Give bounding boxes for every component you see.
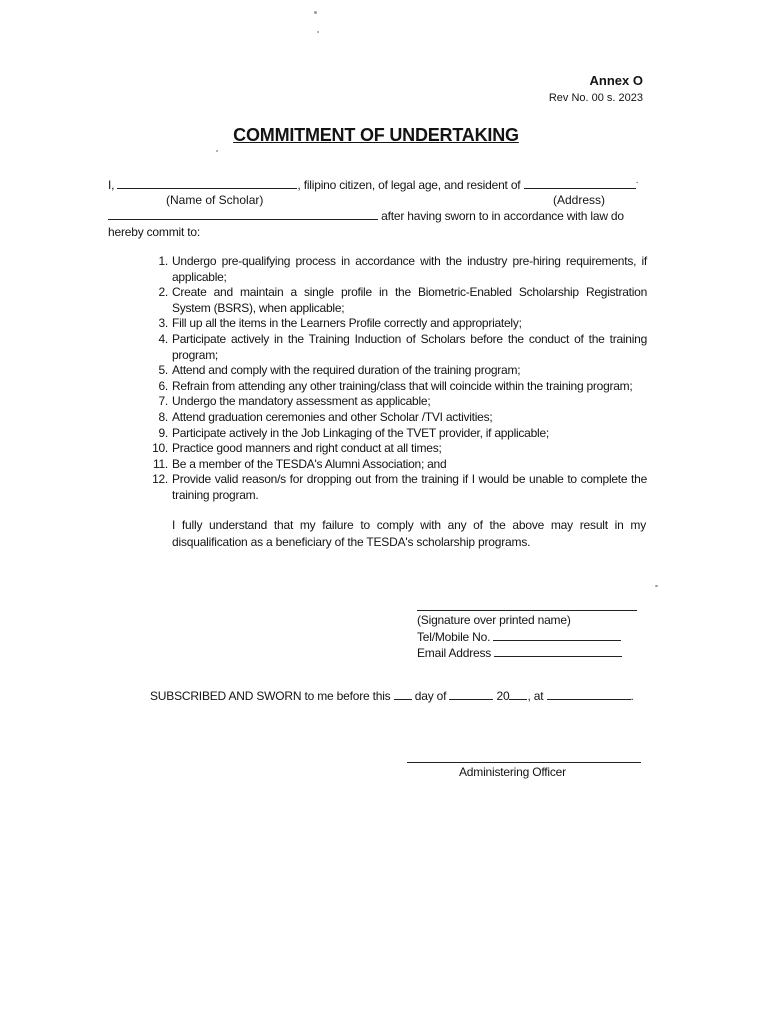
commitment-item [150,410,647,426]
commitment-text: Undergo pre-qualifying process in accordance with the industry pre-hiring requirements, if applicable; [172,254,647,284]
name-of-scholar-label: (Name of Scholar) [166,193,264,207]
commitment-item [150,457,647,473]
oath-end: . [630,689,634,703]
closing-statement: I fully understand that my failure to comply with any of the above may result in my disqualification as a beneficiary of the TESDA's scholarship programs. [172,518,646,549]
commitment-text: Attend graduation ceremonies and other Scholar /TVI activities; [172,409,493,424]
address-label: (Address) [553,193,606,207]
administering-officer-label: Administering Officer [459,765,566,779]
commitment-number: 3. [158,316,168,331]
commit-text: hereby commit to: [108,225,200,239]
commitment-text: Participate actively in the Training Induction of Scholars before the conduct of the training program; [172,331,647,362]
commitment-item [150,285,647,316]
commitment-item [150,426,647,442]
oath-text-3: 20 [496,689,510,703]
commitment-text: Undergo the mandatory assessment as applicable; [172,394,431,409]
oath-text-4: , at [527,689,544,703]
commitment-item [150,332,647,363]
address-blank[interactable] [524,177,636,189]
commitment-number: 7. [158,394,168,409]
commitment-text: Create and maintain a single profile in the Biometric-Enabled Scholarship Registration System (BSRS), when applicable; [172,285,647,315]
email-label: Email Address [417,646,492,660]
declaration-line-1: I, , filipino citizen, of legal age, and resident of · [108,177,639,192]
commitment-number: 2. [158,285,168,300]
oath-month-blank[interactable] [449,688,493,700]
oath-day-blank[interactable] [394,688,412,700]
tel-mobile-blank[interactable] [493,629,621,641]
oath-year-blank[interactable] [509,688,527,700]
declaration-prefix: I, [108,178,115,192]
tel-mobile-row [417,629,621,644]
scholar-name-blank[interactable] [117,177,297,189]
commitment-number: 6. [158,378,168,393]
sworn-text: after having sworn to in accordance with law do [381,209,624,223]
scan-speck [317,31,319,33]
email-blank[interactable] [494,645,622,657]
commitment-item [150,316,647,332]
citizen-text: , filipino citizen, of legal age, and resident of [297,178,521,192]
commitment-number: 9. [158,425,168,440]
commitment-text: Practice good manners and right conduct at all times; [172,441,442,456]
scan-speck [314,11,317,14]
revision-number: Rev No. 00 s. 2023 [548,92,643,104]
commitment-number: 11. [152,456,168,471]
commitment-number: 5. [158,363,168,378]
commitment-text: Attend and comply with the required duration of the training program; [172,363,521,378]
oath-text-1: SUBSCRIBED AND SWORN to me before this [150,689,391,703]
tel-mobile-label: Tel/Mobile No. [417,630,491,644]
commitment-item [150,363,647,379]
commitment-item [150,441,647,457]
oath-line [150,688,634,703]
commitment-number: 8. [158,409,168,424]
commitment-item [150,379,647,395]
declaration-line-2 [108,208,624,223]
commitment-text: Be a member of the TESDA's Alumni Association; and [172,456,447,471]
commitment-item [150,472,647,503]
document-title: COMMITMENT OF UNDERTAKING [233,125,519,145]
signature-label: (Signature over printed name) [417,613,571,627]
commitment-number: 10. [152,441,168,456]
scan-speck [216,150,218,152]
commitment-number: 12. [152,472,168,487]
commitment-number: 1. [158,254,168,268]
officer-signature-line[interactable] [407,762,641,763]
annex-label: Annex O [589,73,643,88]
commitment-text: Participate actively in the Job Linkaging of the TVET provider, if applicable; [172,425,549,440]
commitment-text: Fill up all the items in the Learners Profile correctly and appropriately; [172,316,522,331]
oath-place-blank[interactable] [547,688,631,700]
commitment-list [150,254,647,504]
address-continuation-blank[interactable] [108,208,378,220]
commitment-number: 4. [158,331,168,346]
commitment-text: Refrain from attending any other training/class that will coincide within the training program; [172,378,633,393]
email-row [417,645,622,660]
scan-speck [655,585,658,587]
oath-text-2: day of [414,689,447,703]
commitment-item [150,254,647,285]
commitment-text: Provide valid reason/s for dropping out from the training if I would be unable to complete the training program. [172,472,647,502]
signature-line[interactable] [417,610,637,611]
commitment-item [150,394,647,410]
